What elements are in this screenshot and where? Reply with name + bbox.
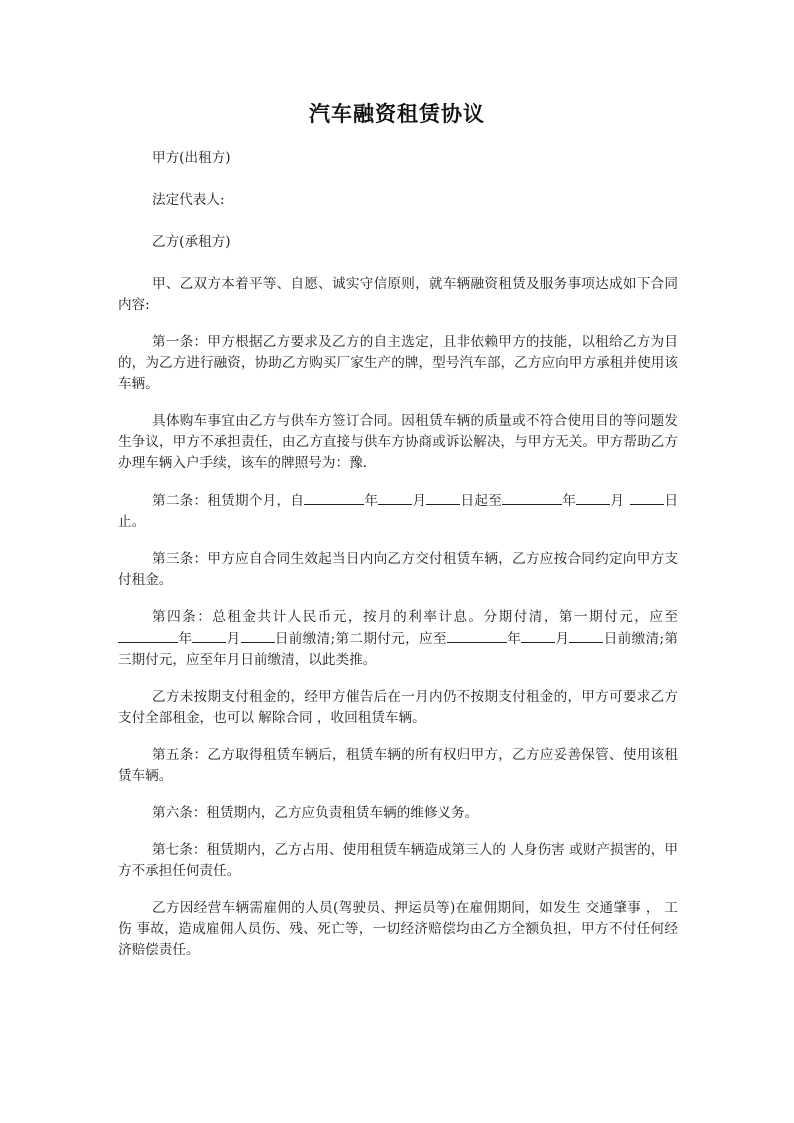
article-6: 第六条：租赁期内，乙方应负责租赁车辆的维修义务。 xyxy=(152,805,479,821)
party-a-line: 甲方(出租方) xyxy=(152,150,231,166)
article-5: 第五条：乙方取得租赁车辆后，租赁车辆的所有权归甲方，乙方应妥善保管、使用该租赁车辆。 xyxy=(118,747,678,784)
year-label: 年 xyxy=(178,631,193,647)
blank-field[interactable] xyxy=(569,628,603,643)
blank-field[interactable] xyxy=(576,490,610,505)
article-3: 第三条：甲方应自合同生效起当日内向乙方交付租赁车辆，乙方应按合同约定向甲方支付租金。 xyxy=(118,551,678,588)
article-4 xyxy=(118,607,678,671)
article-4-prefix: 第四条：总租金共计人民币元，按月的利率计息。分期付清，第一期付元，应至 xyxy=(152,609,678,625)
document-body xyxy=(118,148,678,977)
blank-field[interactable] xyxy=(241,628,275,643)
year-label: 年 xyxy=(364,493,379,509)
article-2-prefix: 第二条：租赁期个月，自 xyxy=(152,493,305,509)
document-title: 汽车融资租赁协议 xyxy=(309,101,485,126)
blank-field[interactable] xyxy=(630,490,664,505)
day-label: 日起至 xyxy=(460,493,503,509)
legal-rep-line: 法定代表人: xyxy=(152,192,225,208)
year-label: 年 xyxy=(562,493,577,509)
blank-field[interactable] xyxy=(192,628,226,643)
blank-field[interactable] xyxy=(502,490,562,505)
blank-field[interactable] xyxy=(521,628,555,643)
article-4-note: 乙方未按期支付租金的，经甲方催告后在一月内仍不按期支付租金的，甲方可要求乙方支付全部租金，也可以 解除合同 ，收回租赁车辆。 xyxy=(118,689,678,726)
article-4-suffix: 日前缴清;第三期付元，应至年月日前缴清，以此类推。 xyxy=(118,631,679,668)
preamble-paragraph: 甲、乙双方本着平等、自愿、诚实守信原则，就车辆融资租赁及服务事项达成如下合同内容: xyxy=(118,276,678,313)
blank-field[interactable] xyxy=(304,490,364,505)
article-2-suffix: 日止。 xyxy=(118,493,679,530)
blank-field[interactable] xyxy=(426,490,460,505)
month-label: 月 xyxy=(226,631,241,647)
article-1: 第一条：甲方根据乙方要求及乙方的自主选定，且非依赖甲方的技能，以租给乙方为目的，为乙方进行融资，协助乙方购买厂家生产的牌，型号汽车部，乙方应向甲方承租并使用该车辆。 xyxy=(118,334,678,392)
article-7-note: 乙方因经营车辆需雇佣的人员(驾驶员、押运员等)在雇佣期间，如发生 交通肇事 ， 工伤 事故，造成雇佣人员伤、残、死亡等，一切经济赔偿均由乙方全额负担，甲方不付任何经济赔偿责任。 xyxy=(118,900,678,958)
article-2 xyxy=(118,490,678,533)
month-label: 月 xyxy=(412,493,427,509)
blank-field[interactable] xyxy=(118,628,178,643)
blank-field[interactable] xyxy=(378,490,412,505)
year-label: 年 xyxy=(506,631,522,647)
article-4-mid: 日前缴清;第二期付元，应至 xyxy=(274,631,447,647)
article-1-note: 具体购车事宜由乙方与供车方签订合同。因租赁车辆的质量或不符合使用目的等问题发生争议，甲方不承担责任，由乙方直接与供车方协商或诉讼解决，与甲方无关。甲方帮助乙方办理车辆入户手续，该车的牌照号为：豫. xyxy=(118,413,678,471)
blank-field[interactable] xyxy=(447,628,507,643)
month-label: 月 xyxy=(610,493,625,509)
article-7: 第七条：租赁期内，乙方占用、使用租赁车辆造成第三人的 人身伤害 或财产损害的，甲方不承担任何责任。 xyxy=(118,842,678,879)
party-b-line: 乙方(承租方) xyxy=(152,234,231,250)
month-label: 月 xyxy=(555,631,570,647)
